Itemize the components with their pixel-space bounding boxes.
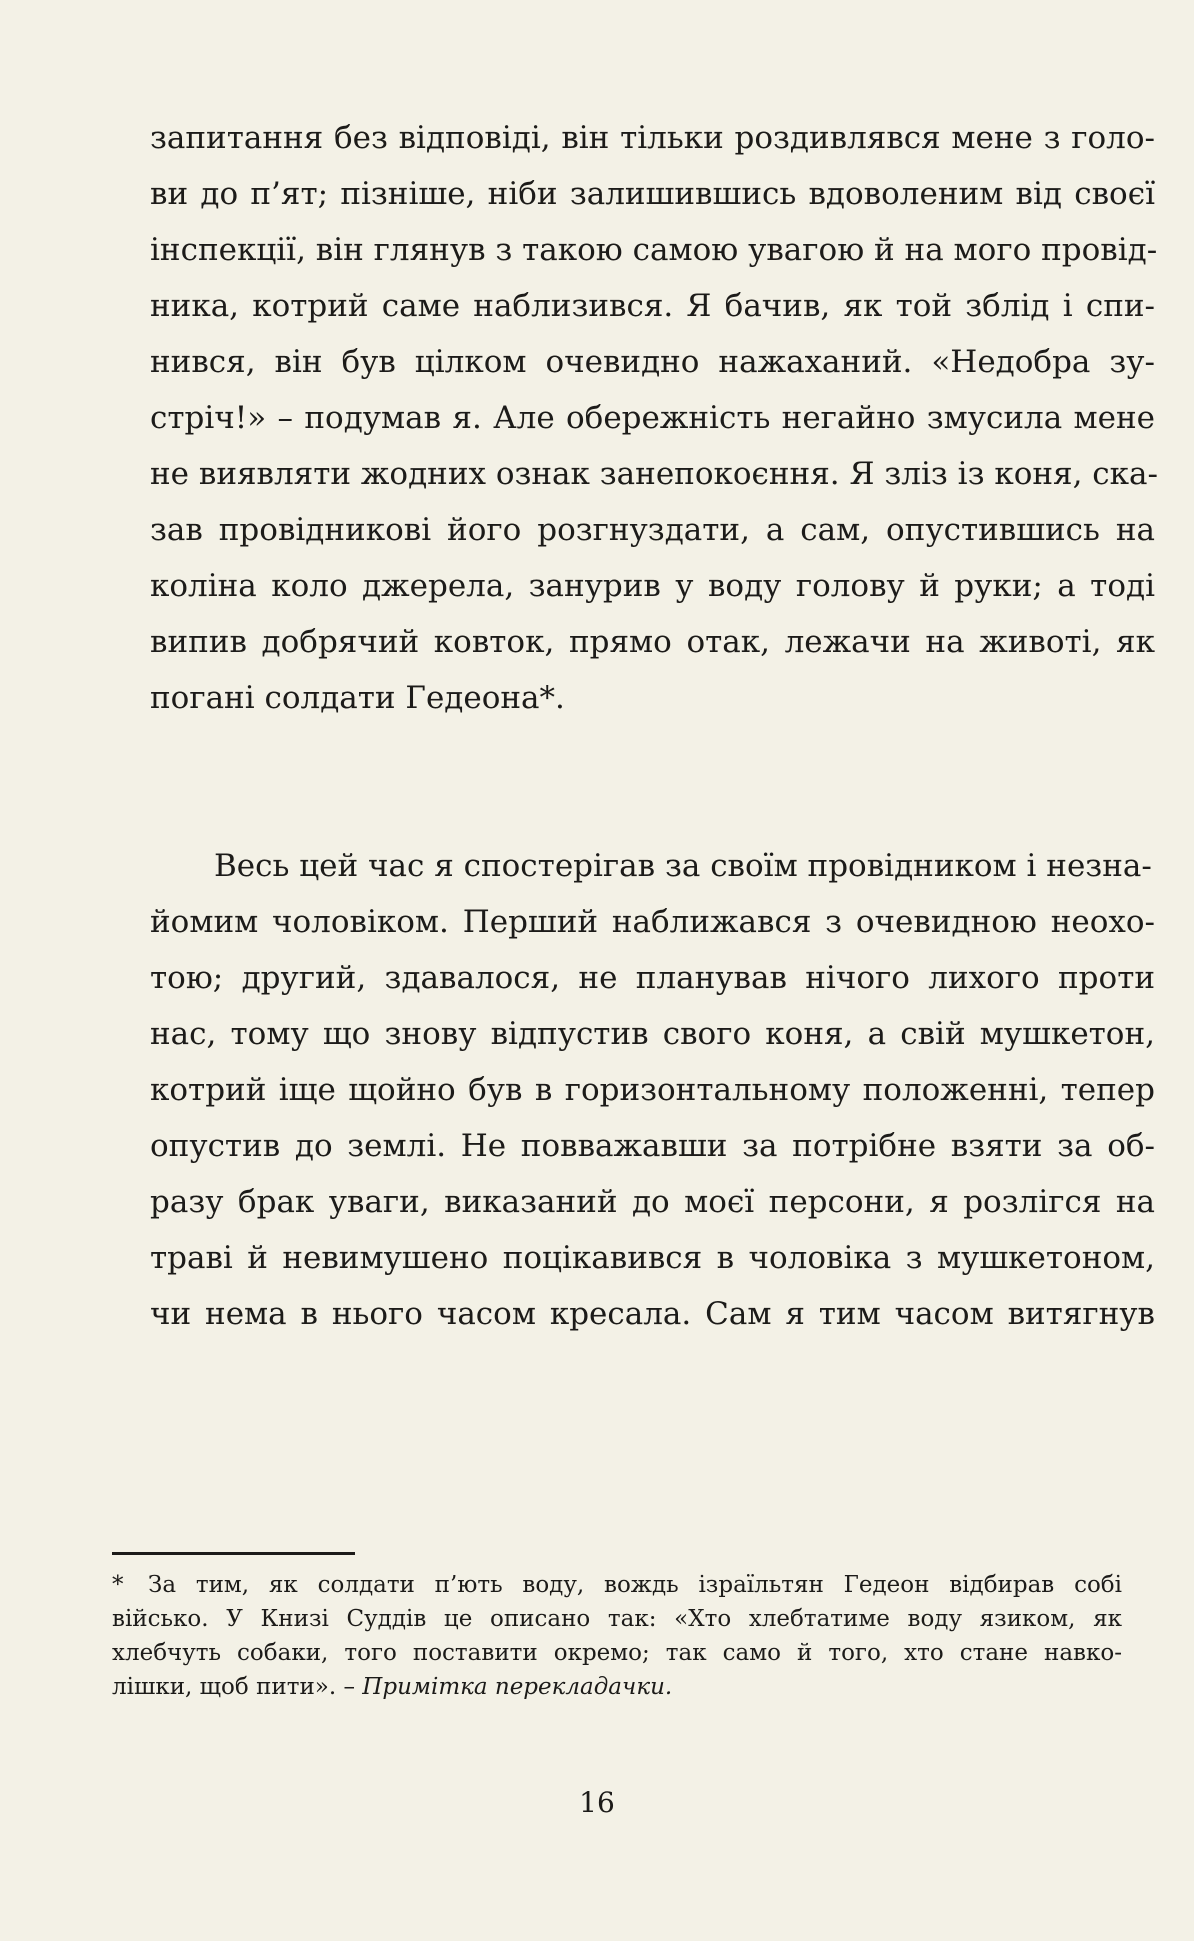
footnote-line-3: хлебчуть собаки, того поставити окремо; так само й того, хто стане навко- bbox=[112, 1640, 1122, 1666]
paragraph-1-line-9: коліна коло джерела, занурив у воду голову й руки; а тоді bbox=[150, 568, 1155, 604]
paragraph-2-line-1: Весь цей час я спостерігав за своїм провідником і незна- bbox=[214, 848, 1152, 884]
translator-note: Примітка перекладачки. bbox=[362, 1674, 673, 1700]
footnote-text-1: За тим, як солдати п’ють воду, вождь ізраїльтян Гедеон відбирав собі bbox=[148, 1572, 1122, 1598]
paragraph-2-line-2: йомим чоловіком. Перший наближався з очевидною неохо- bbox=[150, 904, 1155, 940]
paragraph-1-line-8: зав провідникові його розгнуздати, а сам, опустившись на bbox=[150, 512, 1155, 548]
footnote-line-1 bbox=[112, 1570, 1122, 1600]
paragraph-2-line-6: опустив до землі. Не повважавши за потрібне взяти за об- bbox=[150, 1128, 1155, 1164]
paragraph-1-line-10: випив добрячий ковток, прямо отак, лежачи на животі, як bbox=[150, 624, 1155, 660]
paragraph-1-line-6: стріч!» – подумав я. Але обережність негайно змусила мене bbox=[150, 400, 1155, 436]
paragraph-1-line-3: інспекції, він глянув з такою самою увагою й на мого провід- bbox=[150, 232, 1158, 268]
paragraph-1-line-5: нився, він був цілком очевидно нажаханий. «Недобра зу- bbox=[150, 344, 1155, 380]
paragraph-2-line-3: тою; другий, здавалося, не планував нічого лихого проти bbox=[150, 960, 1155, 996]
footnote-text-4: лішки, щоб пити». – bbox=[112, 1674, 363, 1700]
paragraph-2-line-8: траві й невимушено поцікавився в чоловіка з мушкетоном, bbox=[150, 1240, 1155, 1276]
paragraph-1-line-7: не виявляти жодних ознак занепокоєння. Я зліз із коня, ска- bbox=[150, 456, 1158, 492]
footnote-line-2: військо. У Книзі Суддів це описано так: «Хто хлебтатиме воду язиком, як bbox=[112, 1606, 1122, 1632]
paragraph-2-line-5: котрий іще щойно був в горизонтальному положенні, тепер bbox=[150, 1072, 1155, 1108]
paragraph-1-line-1: запитання без відповіді, він тільки роздивлявся мене з голо- bbox=[150, 120, 1155, 156]
footnote-divider bbox=[112, 1552, 355, 1555]
paragraph-1-line-4: ника, котрий саме наблизився. Я бачив, як той зблід і спи- bbox=[150, 288, 1155, 324]
paragraph-2-line-4: нас, тому що знову відпустив свого коня, а свій мушкетон, bbox=[150, 1016, 1155, 1052]
paragraph-1-line-11: погані солдати Гедеона*. bbox=[150, 680, 565, 716]
footnote-line-4 bbox=[112, 1672, 672, 1702]
paragraph-1-line-2: ви до п’ят; пізніше, ніби залишившись вдоволеним від своєї bbox=[150, 176, 1155, 212]
paragraph-2-line-9: чи нема в нього часом кресала. Сам я тим часом витягнув bbox=[150, 1296, 1155, 1332]
paragraph-2-line-7: разу брак уваги, виказаний до моєї персони, я розлігся на bbox=[150, 1184, 1155, 1220]
page-number: 16 bbox=[579, 1786, 615, 1819]
footnote-marker: * bbox=[112, 1572, 124, 1598]
